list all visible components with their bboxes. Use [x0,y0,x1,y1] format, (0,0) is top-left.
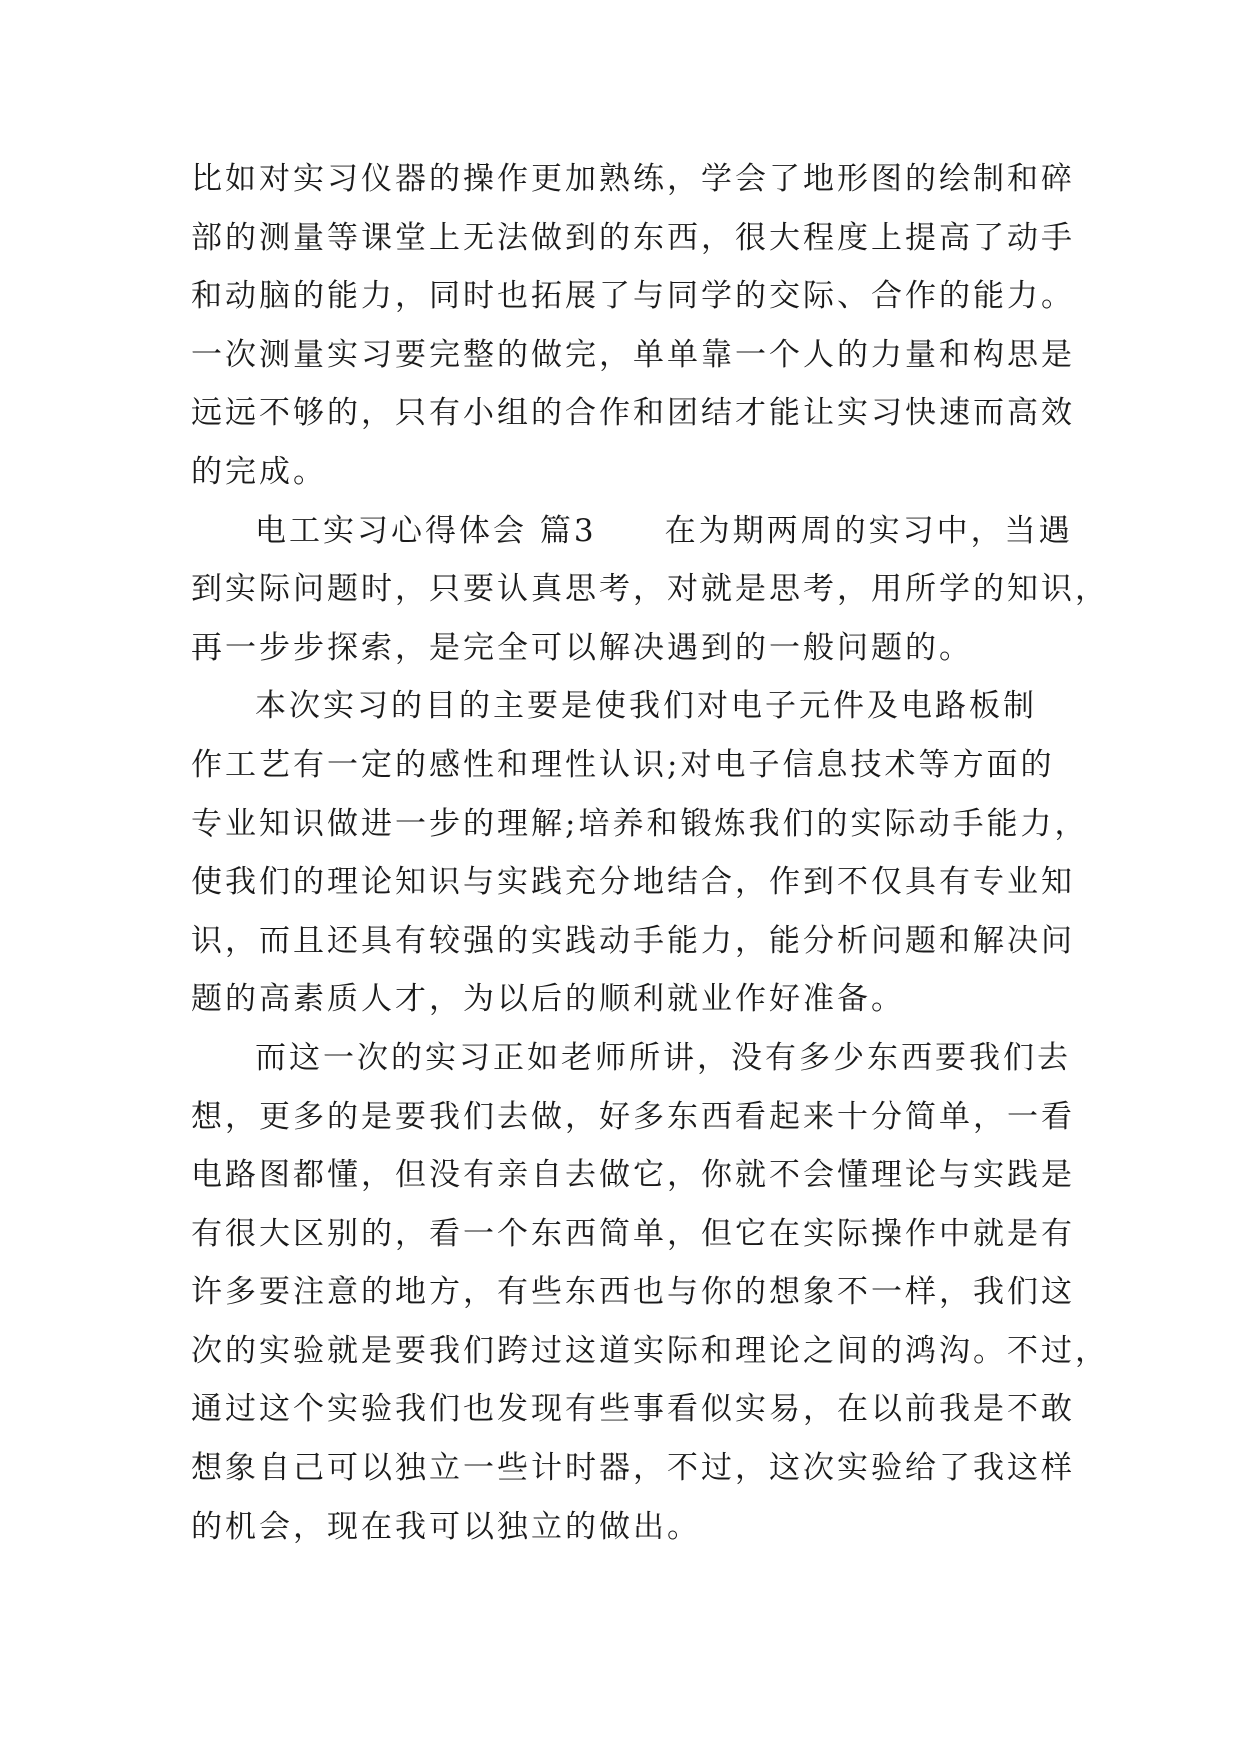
text-line: 电路图都懂，但没有亲自去做它，你就不会懂理论与实践是 [191,1157,1075,1194]
paragraph-3 [191,677,1089,1029]
text-line: 有很大区别的，看一个东西简单，但它在实际操作中就是有 [191,1215,1075,1252]
text-line: 识，而且还具有较强的实践动手能力，能分析问题和解决问 [191,922,1075,959]
text-line: 使我们的理论知识与实践充分地结合，作到不仅具有专业知 [191,864,1075,901]
text-line: 到实际问题时，只要认真思考，对就是思考，用所学的知识， [191,571,1109,608]
paragraph-4 [191,1029,1109,1556]
document-body [191,150,1109,1556]
text-line: 次的实验就是要我们跨过这道实际和理论之间的鸿沟。不过， [191,1332,1109,1369]
text-line: 比如对实习仪器的操作更加熟练，学会了地形图的绘制和碎 [191,161,1075,197]
text-line: 想，更多的是要我们去做，好多东西看起来十分简单，一看 [191,1098,1075,1135]
text-line: 的机会，现在我可以独立的做出。 [191,1508,701,1545]
text-line: 作工艺有一定的感性和理性认识;对电子信息技术等方面的 [191,746,1055,783]
text-line: 而这一次的实习正如老师所讲，没有多少东西要我们去 [255,1039,1071,1076]
text-line: 远远不够的，只有小组的合作和团结才能让实习快速而高效 [191,395,1075,432]
text-line: 一次测量实习要完整的做完，单单靠一个人的力量和构思是 [191,336,1075,373]
text-line: 的完成。 [191,453,327,490]
text-line: 许多要注意的地方，有些东西也与你的想象不一样，我们这 [191,1274,1075,1311]
text-line: 想象自己可以独立一些计时器，不过，这次实验给了我这样 [191,1450,1075,1487]
text-line: 部的测量等课堂上无法做到的东西，很大程度上提高了动手 [191,219,1075,256]
text-line: 专业知识做进一步的理解;培养和锻炼我们的实际动手能力， [191,805,1089,842]
text-line: 电工实习心得体会 篇3 在为期两周的实习中，当遇 [255,512,1073,549]
text-line: 通过这个实验我们也发现有些事看似实易，在以前我是不敢 [191,1391,1075,1428]
text-line: 再一步步探索，是完全可以解决遇到的一般问题的。 [191,629,973,666]
text-line: 和动脑的能力，同时也拓展了与同学的交际、合作的能力。 [191,278,1075,315]
paragraph-2 [191,502,1109,678]
text-line: 本次实习的目的主要是使我们对电子元件及电路板制 [255,688,1037,725]
text-line: 题的高素质人才，为以后的顺利就业作好准备。 [191,981,905,1018]
paragraph-1 [191,150,1075,502]
